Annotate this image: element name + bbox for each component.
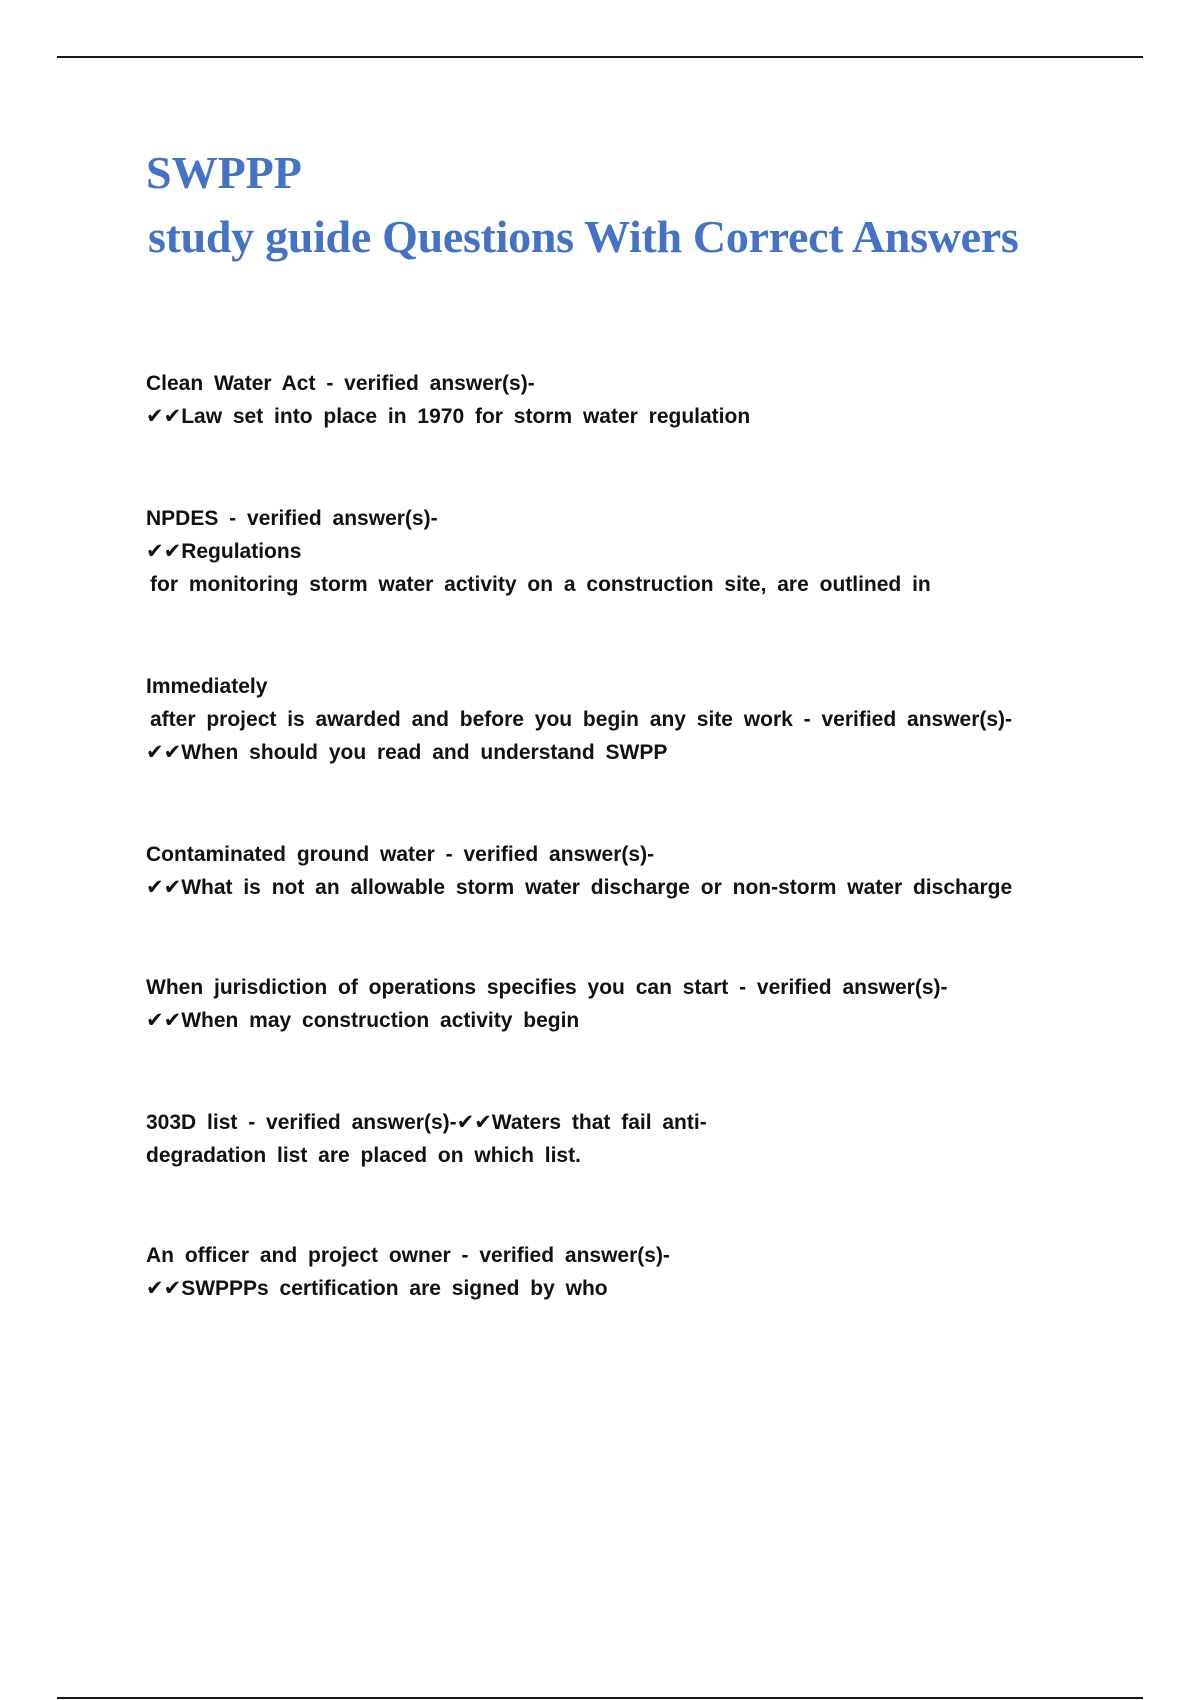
qa-line: An officer and project owner - verified answer(s)- [146, 1244, 670, 1267]
qa-item [146, 971, 1046, 1037]
footer-rule [57, 1697, 1143, 1699]
qa-item [146, 1239, 1046, 1305]
qa-line: 303D list - verified answer(s)-✔✔Waters that fail anti- [146, 1111, 707, 1134]
qa-item [146, 838, 1046, 904]
qa-item [146, 1106, 1046, 1172]
qa-line: ✔✔When may construction activity begin [146, 1009, 580, 1032]
qa-line: NPDES - verified answer(s)- [146, 507, 438, 530]
qa-line: Immediately [146, 675, 268, 698]
header-rule [57, 56, 1143, 58]
title-line-1: SWPPP [146, 147, 302, 198]
qa-line: degradation list are placed on which list. [146, 1144, 581, 1167]
document-title [146, 146, 1146, 264]
qa-line: ✔✔What is not an allowable storm water discharge or non-storm water discharge [146, 876, 1013, 899]
qa-line: ✔✔Regulations [146, 540, 302, 563]
qa-line: ✔✔Law set into place in 1970 for storm water regulation [146, 405, 751, 428]
qa-line: for monitoring storm water activity on a construction site, are outlined in [150, 573, 931, 596]
qa-line: ✔✔When should you read and understand SWPP [146, 741, 668, 764]
qa-line: Contaminated ground water - verified answer(s)- [146, 843, 655, 866]
qa-item [146, 670, 1046, 769]
qa-line: after project is awarded and before you begin any site work - verified answer(s)- [150, 708, 1013, 731]
qa-line: ✔✔SWPPPs certification are signed by who [146, 1277, 608, 1300]
qa-line: Clean Water Act - verified answer(s)- [146, 372, 535, 395]
title-line-2: study guide Questions With Correct Answers [148, 211, 1019, 262]
qa-item [146, 502, 1046, 601]
qa-line: When jurisdiction of operations specifies you can start - verified answer(s)- [146, 976, 948, 999]
qa-item [146, 367, 1046, 433]
